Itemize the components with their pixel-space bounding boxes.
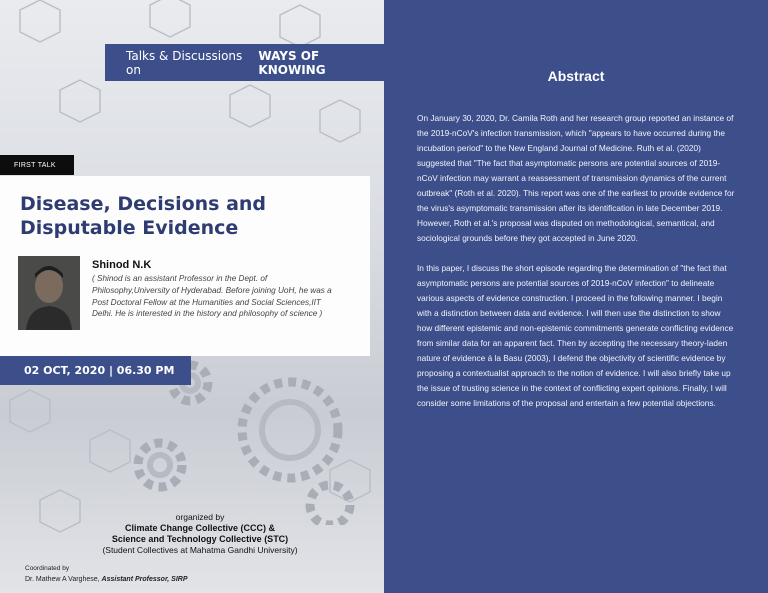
series-prefix: Talks & Discussions on bbox=[126, 48, 243, 77]
hexagon-shape bbox=[10, 390, 50, 432]
hexagon-shape bbox=[280, 5, 320, 47]
organized-by-label: organized by bbox=[175, 512, 225, 522]
organizer-line1: Climate Change Collective (CCC) & bbox=[124, 523, 276, 533]
speaker-photo bbox=[18, 256, 80, 330]
speaker-portrait-icon bbox=[18, 256, 80, 330]
abstract-title: Abstract bbox=[547, 68, 605, 84]
hexagon-shape bbox=[90, 430, 130, 472]
first-talk-tag: FIRST TALK bbox=[0, 155, 74, 175]
talk-datetime: 02 OCT, 2020 | 06.30 PM bbox=[0, 356, 191, 385]
abstract-paragraph-2: In this paper, I discuss the short episode regarding the determination of "the fact that asymptomatic persons are potential sources of 2019-nCoV infection" to delineate various aspects of evidence construction. I proceed in the following manner. I begin with a distinction between data and evidence. I will then use the distinction to show how different epistemic and non-epistemic commitments generate conflicting evidence from similar data for an apparent fact. Then by accepting the necessary theory-laden nature of evidence á la Basu (2003), I defend the objectivity of scientific evidence by proposing a contextualist approach to the notion of evidence. I will also briefly take up the issue of trusting science in the context of conflicting expert opinions. Finally, I will consider some limitations of the proposal and entertain a few potential objections. bbox=[417, 263, 734, 408]
organizers-block bbox=[60, 512, 340, 556]
abstract-paragraph-1: On January 30, 2020, Dr. Camila Roth and her research group reported an instance of the 2019-nCoV's infection transmission, which "appears to have occurred during the incubation period" to the New England Journal of Medicine. Ruth et al. (2020) suggested that "The fact that asymptomatic persons are potential sources of 2019-nCoV infection may warrant a reassessment of transmission dynamics of the current outbreak" (Roth et al. 2020). This report was one of the earliest to provide evidence for the virus's asymptomatic transmission after its identification in late December 2019. However, Roth et al.'s proposal was disputed on methodological, semantical, and sociological grounds before they got accepted in June 2020. bbox=[417, 113, 735, 243]
coordinator bbox=[25, 576, 188, 583]
coordinator-name: Dr. Mathew A Varghese, bbox=[25, 576, 100, 583]
speaker-name: Shinod N.K bbox=[92, 259, 152, 271]
speaker-bio: ( Shinod is an assistant Professor in the Dept. of Philosophy,University of Hyderabad. Before joining UoH, he was a Post Doctoral Fellow at the Humanities and Social Sciences,IIT Delhi. He is interested in the history and philosophy of science ) bbox=[92, 274, 332, 319]
hexagon-shape bbox=[230, 85, 270, 127]
talk-title bbox=[20, 192, 280, 240]
talk-title-line1: Disease, Decisions and bbox=[20, 193, 267, 215]
abstract-body bbox=[417, 111, 737, 426]
organizer-line2: Science and Technology Collective (STC) bbox=[111, 534, 289, 544]
hexagon-shape bbox=[320, 100, 360, 142]
series-name: WAYS OF KNOWING bbox=[258, 48, 326, 77]
talk-title-line2: Disputable Evidence bbox=[20, 217, 239, 239]
organizer-line3: (Student Collectives at Mahatma Gandhi University) bbox=[102, 545, 298, 555]
hexagon-shape bbox=[150, 0, 190, 37]
coordinator-role: Assistant Professor, SIRP bbox=[101, 576, 188, 583]
series-banner bbox=[105, 44, 384, 81]
hexagon-shape bbox=[20, 0, 60, 42]
coordinator-label: Coordinated by bbox=[25, 565, 70, 572]
hexagon-shape bbox=[60, 80, 100, 122]
